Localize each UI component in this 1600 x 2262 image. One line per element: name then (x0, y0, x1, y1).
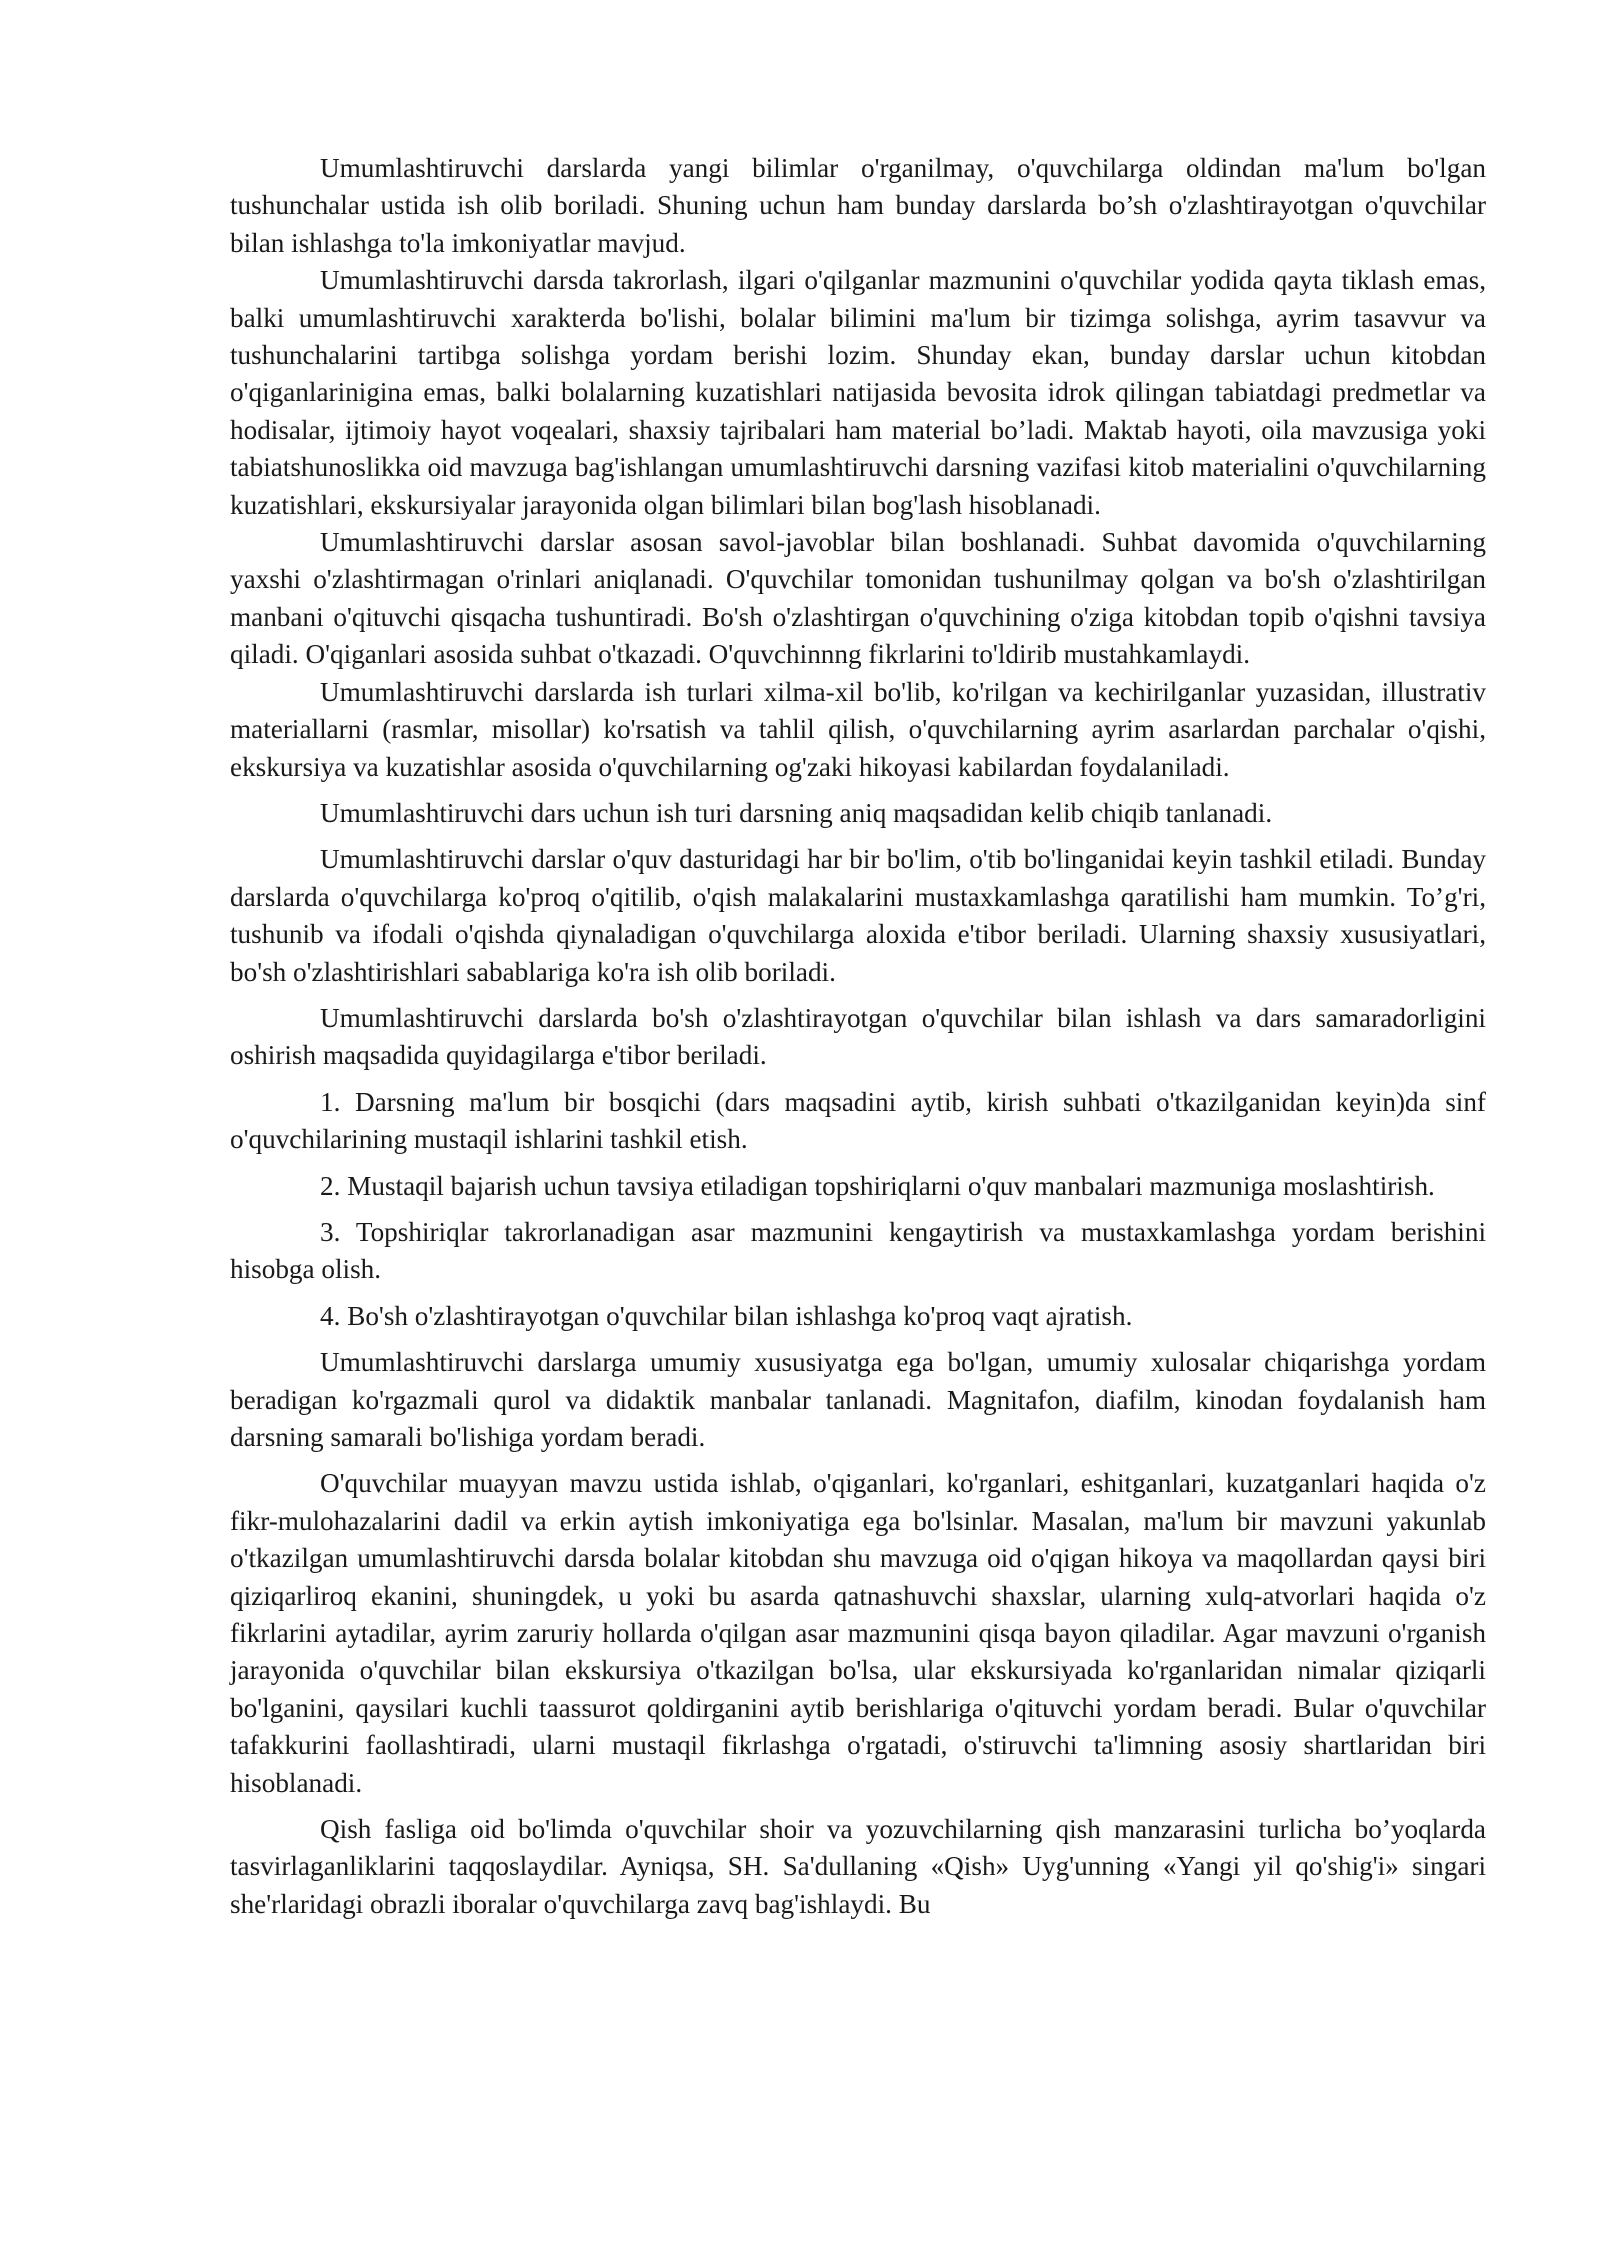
list-item: 3. Topshiriqlar takrorlanadigan asar mazmunini kengaytirish va mustaxkamlashga yordam berishini hisobga olish. (230, 1216, 1486, 1285)
document-page (230, 150, 1486, 1923)
paragraph: O'quvchilar muayyan mavzu ustida ishlab, o'qiganlari, ko'rganlari, eshitganlari, kuzatganlari haqida o'z fikr-mulohazalarini dadil va erkin aytish imkoniyatiga ega bo'lsinlar. Masalan, ma'lum bir mavzuni yakunlab o'tkazilgan umumlashtiruvchi darsda bolalar kitobdan shu mavzuga oid o'qigan hikoya va maqollardan qaysi biri qiziqarliroq ekanini, shuningdek, u yoki bu asarda qatnashuvchi shaxslar, ularning xulq-atvorlari haqida o'z fikrlarini aytadilar, ayrim zaruriy hollarda o'qilgan asar mazmunini qisqa bayon qiladilar. Agar mavzuni o'rganish jarayonida o'quvchilar bilan ekskursiya o'tkazilgan bo'lsa, ular ekskursiyada ko'rganlaridan nimalar qiziqarli bo'lganini, qaysilari kuchli taassurot qoldirganini aytib berishlariga o'qituvchi yordam beradi. Bular o'quvchilar tafakkurini faollashtiradi, ularni mustaqil fikrlashga o'rgatadi, o'stiruvchi ta'limning asosiy shartlaridan biri hisoblanadi. (230, 1468, 1486, 1798)
list-item: 4. Bo'sh o'zlashtirayotgan o'quvchilar bilan ishlashga ko'proq vaqt ajratish. (320, 1300, 1133, 1331)
paragraph: Umumlashtiruvchi darslarda ish turlari xilma-xil bo'lib, ko'rilgan va kechirilganlar yuzasidan, illustrativ materiallarni (rasmlar, misollar) ko'rsatish va tahlil qilish, o'quvchilarning ayrim asarlardan parchalar o'qishi, ekskursiya va kuzatishlar asosida o'quvchilarning og'zaki hikoyasi kabilardan foydalaniladi. (230, 676, 1486, 782)
list-item: 2. Mustaqil bajarish uchun tavsiya etiladigan topshiriqlarni o'quv manbalari mazmuniga moslashtirish. (320, 1170, 1435, 1201)
list-item: 1. Darsning ma'lum bir bosqichi (dars maqsadini aytib, kirish suhbati o'tkazilganidan keyin)da sinf o'quvchilarining mustaqil ishlarini tashkil etish. (230, 1086, 1486, 1155)
paragraph: Umumlashtiruvchi dars uchun ish turi darsning aniq maqsadidan kelib chiqib tanlanadi. (320, 797, 1273, 828)
paragraph: Umumlashtiruvchi darslarga umumiy xususiyatga ega bo'lgan, umumiy xulosalar chiqarishga yordam beradigan ko'rgazmali qurol va didaktik manbalar tanlanadi. Magnitafon, diafilm, kinodan foydalanish ham darsning samarali bo'lishiga yordam beradi. (230, 1347, 1486, 1452)
paragraph: Umumlashtiruvchi darslarda yangi bilimlar o'rganilmay, o'quvchilarga oldindan ma'lum bo'lgan tushunchalar ustida ish olib boriladi. Shuning uchun ham bunday darslarda bo’sh o'zlashtirayotgan o'quvchilar bilan ishlashga to'la imkoniyatlar mavjud. (230, 153, 1486, 258)
paragraph: Umumlashtiruvchi darslar asosan savol-javoblar bilan boshlanadi. Suhbat davomida o'quvchilarning yaxshi o'zlashtirmagan o'rinlari aniqlanadi. O'quvchilar tomonidan tushunilmay qolgan va bo'sh o'zlashtirilgan manbani o'qituvchi qisqacha tushuntiradi. Bo'sh o'zlashtirgan o'quvchining o'ziga kitobdan topib o'qishni tavsiya qiladi. O'qiganlari asosida suhbat o'tkazadi. O'quvchinnng fikrlarini to'ldirib mustahkamlaydi. (230, 527, 1486, 670)
paragraph: Umumlashtiruvchi darslarda bo'sh o'zlashtirayotgan o'quvchilar bilan ishlash va dars samaradorligini oshirish maqsadida quyidagilarga e'tibor beriladi. (230, 1002, 1486, 1071)
paragraph: Qish fasliga oid bo'limda o'quvchilar shoir va yozuvchilarning qish manzarasini turlicha bo’yoqlarda tasvirlaganliklarini taqqoslaydilar. Ayniqsa, SH. Sa'dullaning «Qish» Uyg'unning «Yangi yil qo'shig'i» singari she'rlaridagi obrazli iboralar o'quvchilarga zavq bag'ishlaydi. Bu (230, 1814, 1486, 1919)
paragraph: Umumlashtiruvchi darslar o'quv dasturidagi har bir bo'lim, o'tib bo'linganidai keyin tashkil etiladi. Bunday darslarda o'quvchilarga ko'proq o'qitilib, o'qish malakalarini mustaxkamlashga qaratilishi ham mumkin. To’g'ri, tushunib va ifodali o'qishda qiynaladigan o'quvchilarga aloxida e'tibor beriladi. Ularning shaxsiy xususiyatlari, bo'sh o'zlashtirishlari sabablariga ko'ra ish olib boriladi. (230, 844, 1486, 987)
paragraph: Umumlashtiruvchi darsda takrorlash, ilgari o'qilganlar mazmunini o'quvchilar yodida qayta tiklash emas, balki umumlashtiruvchi xarakterda bo'lishi, bolalar bilimini ma'lum bir tizimga solishga, ayrim tasavvur va tushunchalarini tartibga solishga yordam berishi lozim. Shunday ekan, bunday darslar uchun kitobdan o'qiganlarinigina emas, balki bolalarning kuzatishlari natijasida bevosita idrok qilingan tabiatdagi predmetlar va hodisalar, ijtimoiy hayot voqealari, shaxsiy tajribalari ham material bo’ladi. Maktab hayoti, oila mavzusiga yoki tabiatshunoslikka oid mavzuga bag'ishlangan umumlashtiruvchi darsning vazifasi kitob materialini o'quvchilarning kuzatishlari, ekskursiyalar jarayonida olgan bilimlari bilan bog'lash hisoblanadi. (230, 265, 1486, 520)
